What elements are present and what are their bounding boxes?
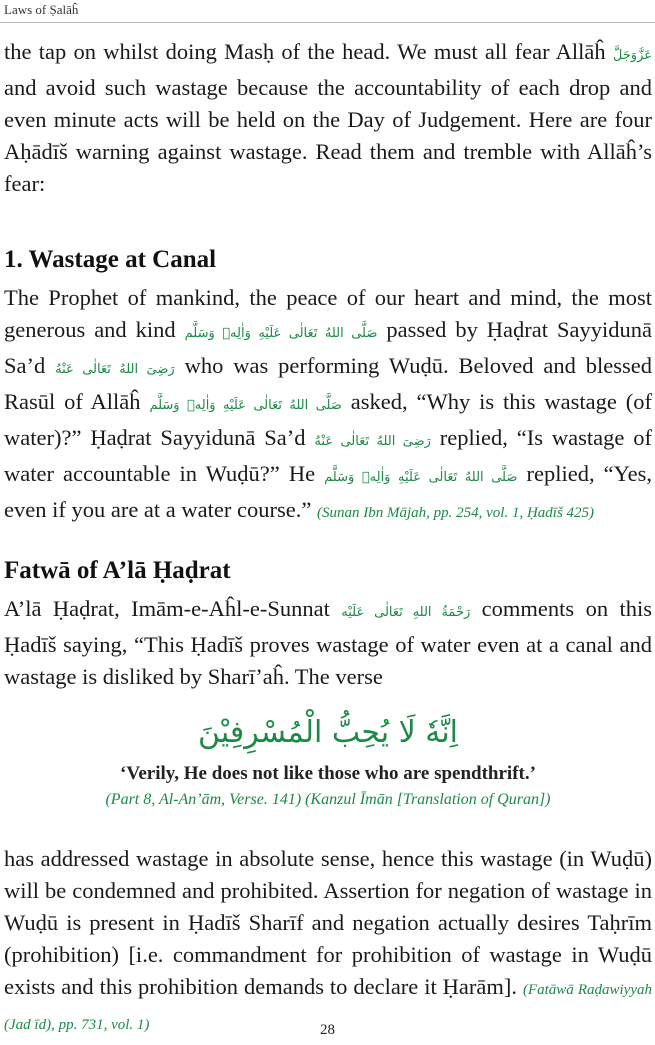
section-heading-wastage-at-canal: 1. Wastage at Canal xyxy=(4,246,217,273)
intro-text-2: and avoid such wastage because the accountability of each drop and even minute acts will be held on the Day of Judgement. Here are four Aḥādīš warning against wastage. Read them and tremble with Allāĥ’s fear: xyxy=(4,75,652,196)
running-header: Laws of Ṣalāĥ xyxy=(4,2,79,17)
fatwa-text-2: comments on this Ḥadīš saying, “This Ḥadīš proves wastage of water even at a canal and wastage is disliked by Sharī’aĥ. The verse xyxy=(4,596,652,689)
honorific-prophet: صَلَّى اللهُ تَعَالٰى عَلَيْهِ وَاٰلِهٖ وَسَلَّم xyxy=(324,470,518,485)
verse-reference: (Part 8, Al-An’ām, Verse. 141) (Kanzul Īmān [Translation of Quran]) xyxy=(105,791,551,808)
paragraph-fatwa-body xyxy=(4,843,652,1041)
honorific-allah: عَزَّوَجَلَّ xyxy=(612,48,652,63)
verse-translation: ‘Verily, He does not like those who are spendthrift.’ xyxy=(120,763,536,784)
page-content xyxy=(4,36,652,1041)
honorific-companion: رَضِیَ اللهُ تَعَالٰی عَنْهُ xyxy=(55,362,175,377)
canal-text-6: replied, “Yes, even if you are at a water course.” xyxy=(4,461,652,522)
canal-text-2: passed by Ḥaḍrat Sayyidunā Sa’d xyxy=(4,317,652,378)
canal-text-4: asked, “Why is this wastage (of water)?” Ḥaḍrat Sayyidunā Sa’d xyxy=(4,389,652,450)
honorific-prophet: صَلَّى اللهُ تَعَالٰى عَلَيْهِ وَاٰلِهٖ وَسَلَّم xyxy=(184,326,378,341)
fatwa-text-1: A’lā Ḥaḍrat, Imām-e-Aĥl-e-Sunnat xyxy=(4,596,342,621)
canal-text-5: replied, “Is wastage of water accountable in Wuḍū?” He xyxy=(4,425,652,486)
header-divider xyxy=(0,22,655,23)
paragraph-canal-hadith xyxy=(4,282,652,529)
honorific-prophet: صَلَّى اللهُ تَعَالٰى عَلَيْهِ وَاٰلِهٖ وَسَلَّم xyxy=(149,398,342,413)
hadith-reference: (Sunan Ibn Mājah, pp. 254, vol. 1, Ḥadīš 425) xyxy=(316,505,595,521)
paragraph-fatwa-intro xyxy=(4,593,652,693)
honorific-companion: رَضِیَ اللهُ تَعَالٰی عَنْهُ xyxy=(314,434,431,449)
canal-text-1: The Prophet of mankind, the peace of our heart and mind, the most generous and kind xyxy=(4,285,652,342)
section-heading-fatwa: Fatwā of A’lā Ḥaḍrat xyxy=(4,557,231,584)
quran-verse-arabic: اِنَّهٗ لَا یُحِبُّ الْمُسْرِفِیْنَ xyxy=(197,715,459,750)
fatwa-reference: (Fatāwā Raḍawiyyah (Jad īd), pp. 731, vol. 1) xyxy=(4,982,652,1033)
paragraph-intro xyxy=(4,36,652,200)
honorific-scholar: رَحْمَةُ اللهِ تَعَالٰی عَلَيْه xyxy=(341,605,471,620)
intro-text-1: the tap on whilst doing Masḥ of the head. We must all fear Allāĥ xyxy=(4,39,613,64)
canal-text-3: who was performing Wuḍū. Beloved and blessed Rasūl of Allāĥ xyxy=(4,353,652,414)
page-number: 28 xyxy=(320,1022,335,1038)
fatwa-text-3: has addressed wastage in absolute sense, hence this wastage (in Wuḍū) will be condemned and prohibited. Assertion for negation of wastage in Wuḍū is present in Ḥadīš Sharīf and negation actually desires Taḥrīm (prohibition) [i.e. commandment for prohibition of wastage in Wuḍū exists and this prohibition demands to declare it Ḥarām]. xyxy=(4,846,652,999)
